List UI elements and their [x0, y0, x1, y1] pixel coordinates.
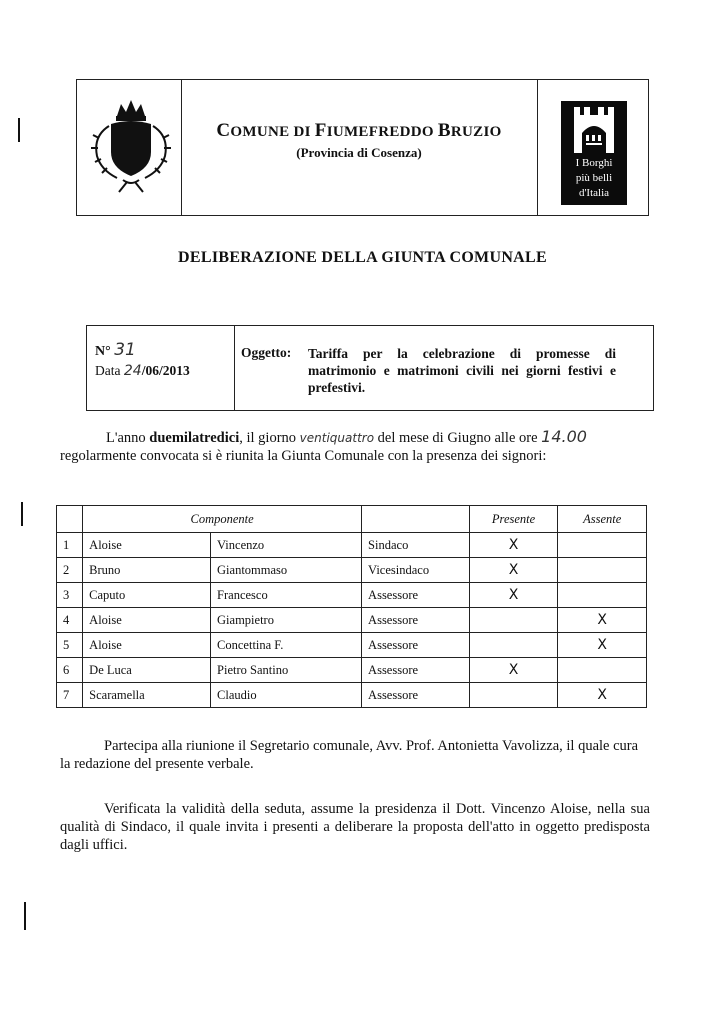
header-role [362, 506, 470, 533]
member-role: Assessore [362, 583, 470, 608]
members-table-body [57, 533, 647, 708]
present-mark: X [469, 558, 558, 583]
present-mark [469, 608, 558, 633]
row-number: 4 [57, 608, 83, 633]
handwritten-day: ventiquattro [299, 431, 375, 445]
member-surname: Bruno [83, 558, 211, 583]
secretary-paragraph: Partecipa alla riunione il Segretario comunale, Avv. Prof. Antonietta Vavolizza, il quale cura la redazione del presente verbale. [60, 738, 639, 772]
subject-text: Tariffa per la celebrazione di promesse di matrimonio e matrimoni civili nei giorni festivi e prefestivi. [308, 346, 616, 395]
intro-line-1: L'anno duemilatredici, il giorno ventiquattro del mese di Giugno alle ore 14.00 [106, 427, 587, 446]
row-number: 1 [57, 533, 83, 558]
comune-name: COMUNE DI FIUMEFREDDO BRUZIO [216, 120, 502, 141]
margin-mark-middle [21, 502, 23, 526]
member-role: Assessore [362, 608, 470, 633]
province-label: (Provincia di Cosenza) [296, 145, 422, 160]
member-name: Claudio [211, 683, 362, 708]
header-number [57, 506, 83, 533]
table-row [57, 633, 647, 658]
registry-box [86, 325, 654, 411]
member-surname: Aloise [83, 608, 211, 633]
tower-icon [574, 107, 614, 153]
registry-divider [234, 326, 235, 410]
presidency-paragraph: Verificata la validità della seduta, assume la presidenza il Dott. Vincenzo Aloise, nella sua qualità di Sindaco, il quale invita i presenti a deliberare la proposta dell'atto in oggetto predisposta dagli uffici. [60, 801, 650, 853]
member-surname: Caputo [83, 583, 211, 608]
table-row [57, 683, 647, 708]
absent-mark [558, 658, 647, 683]
absent-mark [558, 583, 647, 608]
municipal-crest-icon [87, 96, 175, 196]
table-row [57, 533, 647, 558]
absent-mark [558, 533, 647, 558]
member-surname: Scaramella [83, 683, 211, 708]
subject-label: Oggetto: [241, 345, 292, 360]
table-row [57, 583, 647, 608]
intro-line-2: regolarmente convocata si è riunita la Giunta Comunale con la presenza dei signori: [60, 448, 547, 464]
header-componente: Componente [83, 506, 362, 533]
margin-mark-bottom [24, 902, 26, 930]
member-name: Francesco [211, 583, 362, 608]
row-number: 7 [57, 683, 83, 708]
comune-heading [189, 120, 529, 161]
member-role: Sindaco [362, 533, 470, 558]
document-title: DELIBERAZIONE DELLA GIUNTA COMUNALE [178, 249, 547, 266]
borghi-logo-text: I Borghi più belli d'Italia [575, 157, 613, 199]
present-mark [469, 633, 558, 658]
resolution-number: N° 31 [95, 340, 136, 360]
member-name: Giantommaso [211, 558, 362, 583]
table-header-row [57, 506, 647, 533]
letterhead-divider-left [181, 80, 182, 215]
member-name: Concettina F. [211, 633, 362, 658]
member-surname: Aloise [83, 533, 211, 558]
table-row [57, 658, 647, 683]
row-number: 3 [57, 583, 83, 608]
margin-mark-top [18, 118, 20, 142]
member-name: Vincenzo [211, 533, 362, 558]
present-mark [469, 683, 558, 708]
member-surname: De Luca [83, 658, 211, 683]
resolution-date: Data 24/06/2013 [95, 363, 190, 379]
absent-mark: X [558, 608, 647, 633]
row-number: 2 [57, 558, 83, 583]
borghi-logo [561, 101, 627, 205]
absent-mark [558, 558, 647, 583]
row-number: 5 [57, 633, 83, 658]
table-row [57, 558, 647, 583]
absent-mark: X [558, 633, 647, 658]
member-role: Assessore [362, 633, 470, 658]
member-role: Assessore [362, 683, 470, 708]
resolution-date-day: 24 [123, 363, 142, 379]
present-mark: X [469, 583, 558, 608]
intro-paragraph [60, 428, 660, 465]
table-row [57, 608, 647, 633]
members-table [56, 505, 647, 708]
member-role: Assessore [362, 658, 470, 683]
present-mark: X [469, 658, 558, 683]
member-surname: Aloise [83, 633, 211, 658]
resolution-number-value: 31 [114, 340, 136, 360]
letterhead-divider-right [537, 80, 538, 215]
member-name: Giampietro [211, 608, 362, 633]
present-mark: X [469, 533, 558, 558]
header-presente: Presente [469, 506, 558, 533]
header-assente: Assente [558, 506, 647, 533]
letterhead [76, 79, 649, 216]
handwritten-hour: 14.00 [541, 427, 587, 446]
member-name: Pietro Santino [211, 658, 362, 683]
absent-mark: X [558, 683, 647, 708]
member-role: Vicesindaco [362, 558, 470, 583]
row-number: 6 [57, 658, 83, 683]
